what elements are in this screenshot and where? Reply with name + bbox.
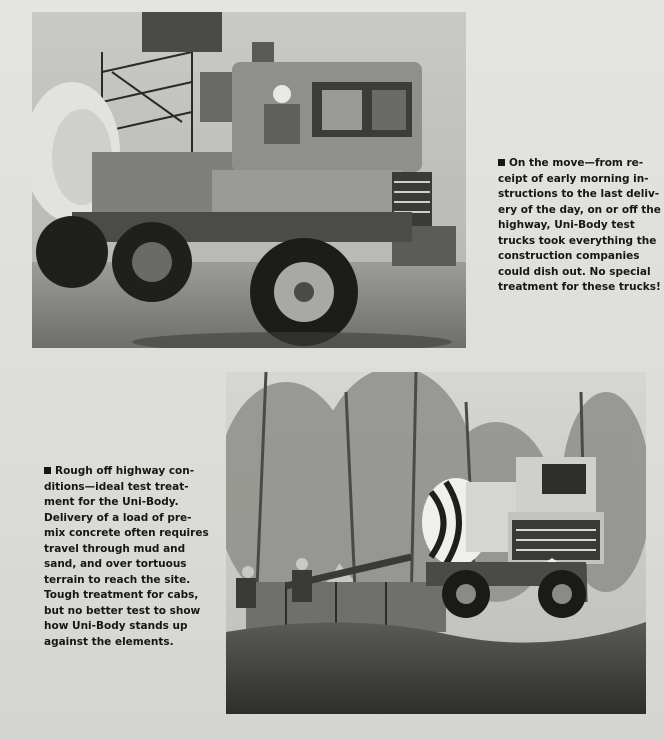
caption-bottom-line: mix concrete often requires [44, 527, 209, 539]
caption-bottom-line: travel through mud and [44, 542, 186, 555]
caption-top-line: structions to the last deliv- [498, 188, 660, 200]
caption-top-line: highway, Uni-Body test [498, 219, 635, 231]
caption-bottom-line: Delivery of a load of pre- [44, 511, 192, 524]
caption-bottom-line: Rough off highway con- [55, 465, 195, 477]
photo-truck-pouring-concrete [226, 372, 646, 714]
caption-top-line: could dish out. No special [498, 265, 651, 278]
bullet-square-icon [498, 159, 505, 166]
caption-top-line: trucks took everything the [498, 234, 657, 247]
caption-top-line: construction companies [498, 250, 640, 262]
caption-bottom-line: how Uni-Body stands up [44, 620, 188, 632]
caption-top [498, 156, 661, 296]
caption-bottom-line: Tough treatment for cabs, [44, 589, 199, 601]
caption-bottom-line: but no better test to show [44, 604, 201, 617]
caption-top-line: ery of the day, on or off the [498, 203, 661, 216]
caption-top-line: ceipt of early morning in- [498, 172, 649, 185]
caption-bottom-line: terrain to reach the site. [44, 573, 191, 586]
truck-batch-plant-image [32, 12, 466, 348]
caption-bottom-line: sand, and over tortuous [44, 558, 187, 570]
truck-pouring-concrete-image [226, 372, 646, 714]
caption-bottom-line: against the elements. [44, 635, 174, 648]
photo-truck-batch-plant [32, 12, 466, 348]
caption-bottom-line: ditions—ideal test treat- [44, 480, 189, 493]
caption-top-line: treatment for these trucks! [498, 281, 661, 293]
caption-bottom [44, 464, 212, 650]
caption-bottom-line: ment for the Uni-Body. [44, 496, 179, 508]
caption-top-line: On the move—from re- [509, 157, 644, 169]
bullet-square-icon [44, 467, 51, 474]
